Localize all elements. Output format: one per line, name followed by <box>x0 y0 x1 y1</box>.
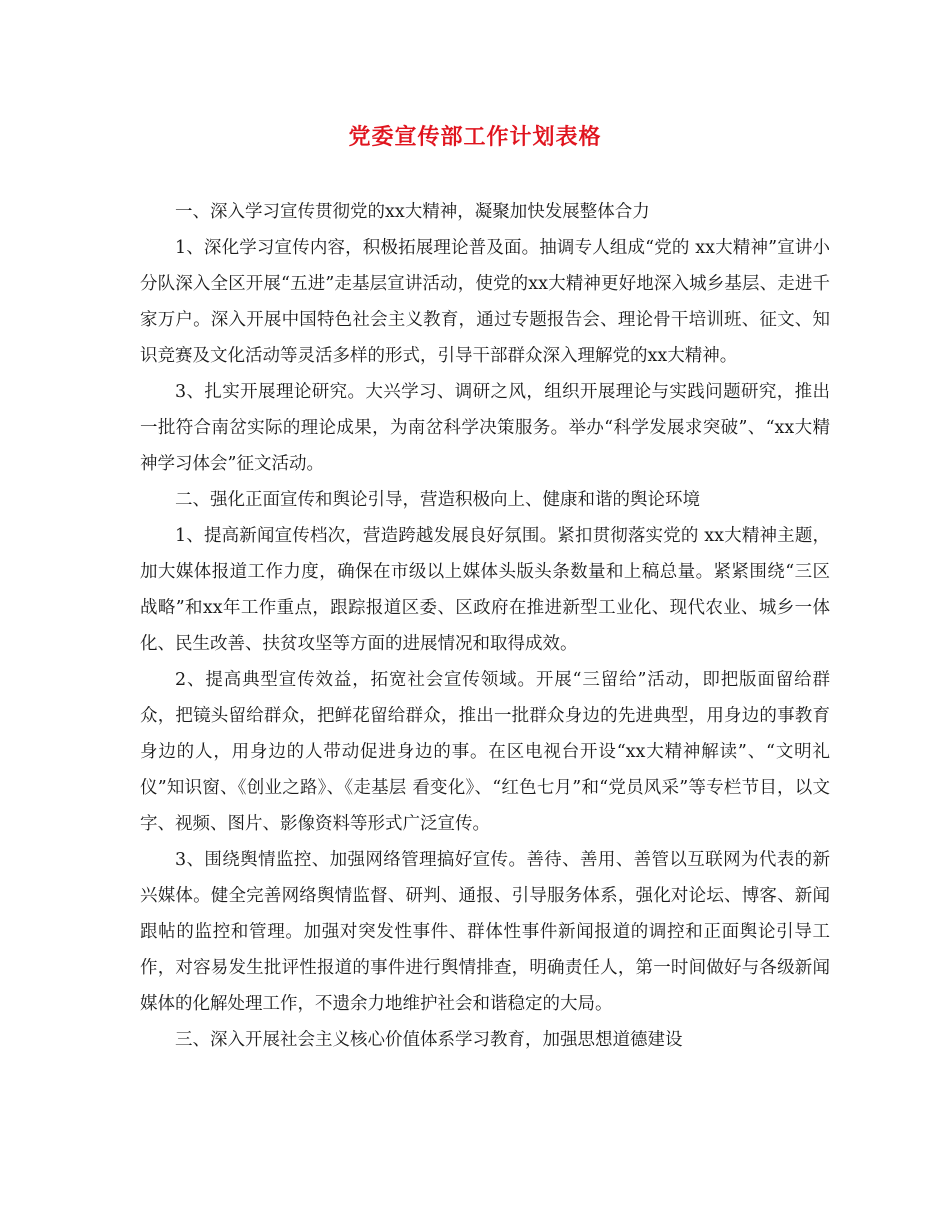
paragraph: 3、扎实开展理论研究。大兴学习、调研之风，组织开展理论与实践问题研究，推出一批符合南岔实际的理论成果，为南岔科学决策服务。举办“科学发展求突破”、“xx大精神学习体会”征文活动。 <box>140 382 830 474</box>
document-body <box>140 194 830 1058</box>
section-heading-3: 三、深入开展社会主义核心价值体系学习教育，加强思想道德建设 <box>175 1030 683 1050</box>
section-heading-1: 一、深入学习宣传贯彻党的xx大精神，凝聚加快发展整体合力 <box>175 202 650 222</box>
document-title: 党委宣传部工作计划表格 <box>348 125 602 150</box>
paragraph: 2、提高典型宣传效益，拓宽社会宣传领域。开展“三留给”活动，即把版面留给群众，把镜头留给群众，把鲜花留给群众，推出一批群众身边的先进典型，用身边的事教育身边的人，用身边的人带动促进身边的事。在区电视台开设“xx大精神解读”、“文明礼仪”知识窗、《创业之路》、《走基层 看变化》、“红色七月”和“党员风采”等专栏节目，以文字、视频、图片、影像资料等形式广泛宣传。 <box>140 670 830 834</box>
paragraph: 3、围绕舆情监控、加强网络管理搞好宣传。善待、善用、善管以互联网为代表的新兴媒体。健全完善网络舆情监督、研判、通报、引导服务体系，强化对论坛、博客、新闻跟帖的监控和管理。加强对突发性事件、群体性事件新闻报道的调控和正面舆论引导工作，对容易发生批评性报道的事件进行舆情排查，明确责任人，第一时间做好与各级新闻媒体的化解处理工作，不遗余力地维护社会和谐稳定的大局。 <box>140 850 830 1014</box>
section-heading-2: 二、强化正面宣传和舆论引导，营造积极向上、健康和谐的舆论环境 <box>175 490 700 510</box>
paragraph: 1、提高新闻宣传档次，营造跨越发展良好氛围。紧扣贯彻落实党的 xx大精神主题，加大媒体报道工作力度，确保在市级以上媒体头版头条数量和上稿总量。紧紧围绕“三区战略”和xx年工作重点，跟踪报道区委、区政府在推进新型工业化、现代农业、城乡一体化、民生改善、扶贫攻坚等方面的进展情况和取得成效。 <box>140 526 830 654</box>
paragraph: 1、深化学习宣传内容，积极拓展理论普及面。抽调专人组成“党的 xx大精神”宣讲小分队深入全区开展“五进”走基层宣讲活动，使党的xx大精神更好地深入城乡基层、走进千家万户。深入开展中国特色社会主义教育，通过专题报告会、理论骨干培训班、征文、知识竞赛及文化活动等灵活多样的形式，引导干部群众深入理解党的xx大精神。 <box>140 238 830 366</box>
